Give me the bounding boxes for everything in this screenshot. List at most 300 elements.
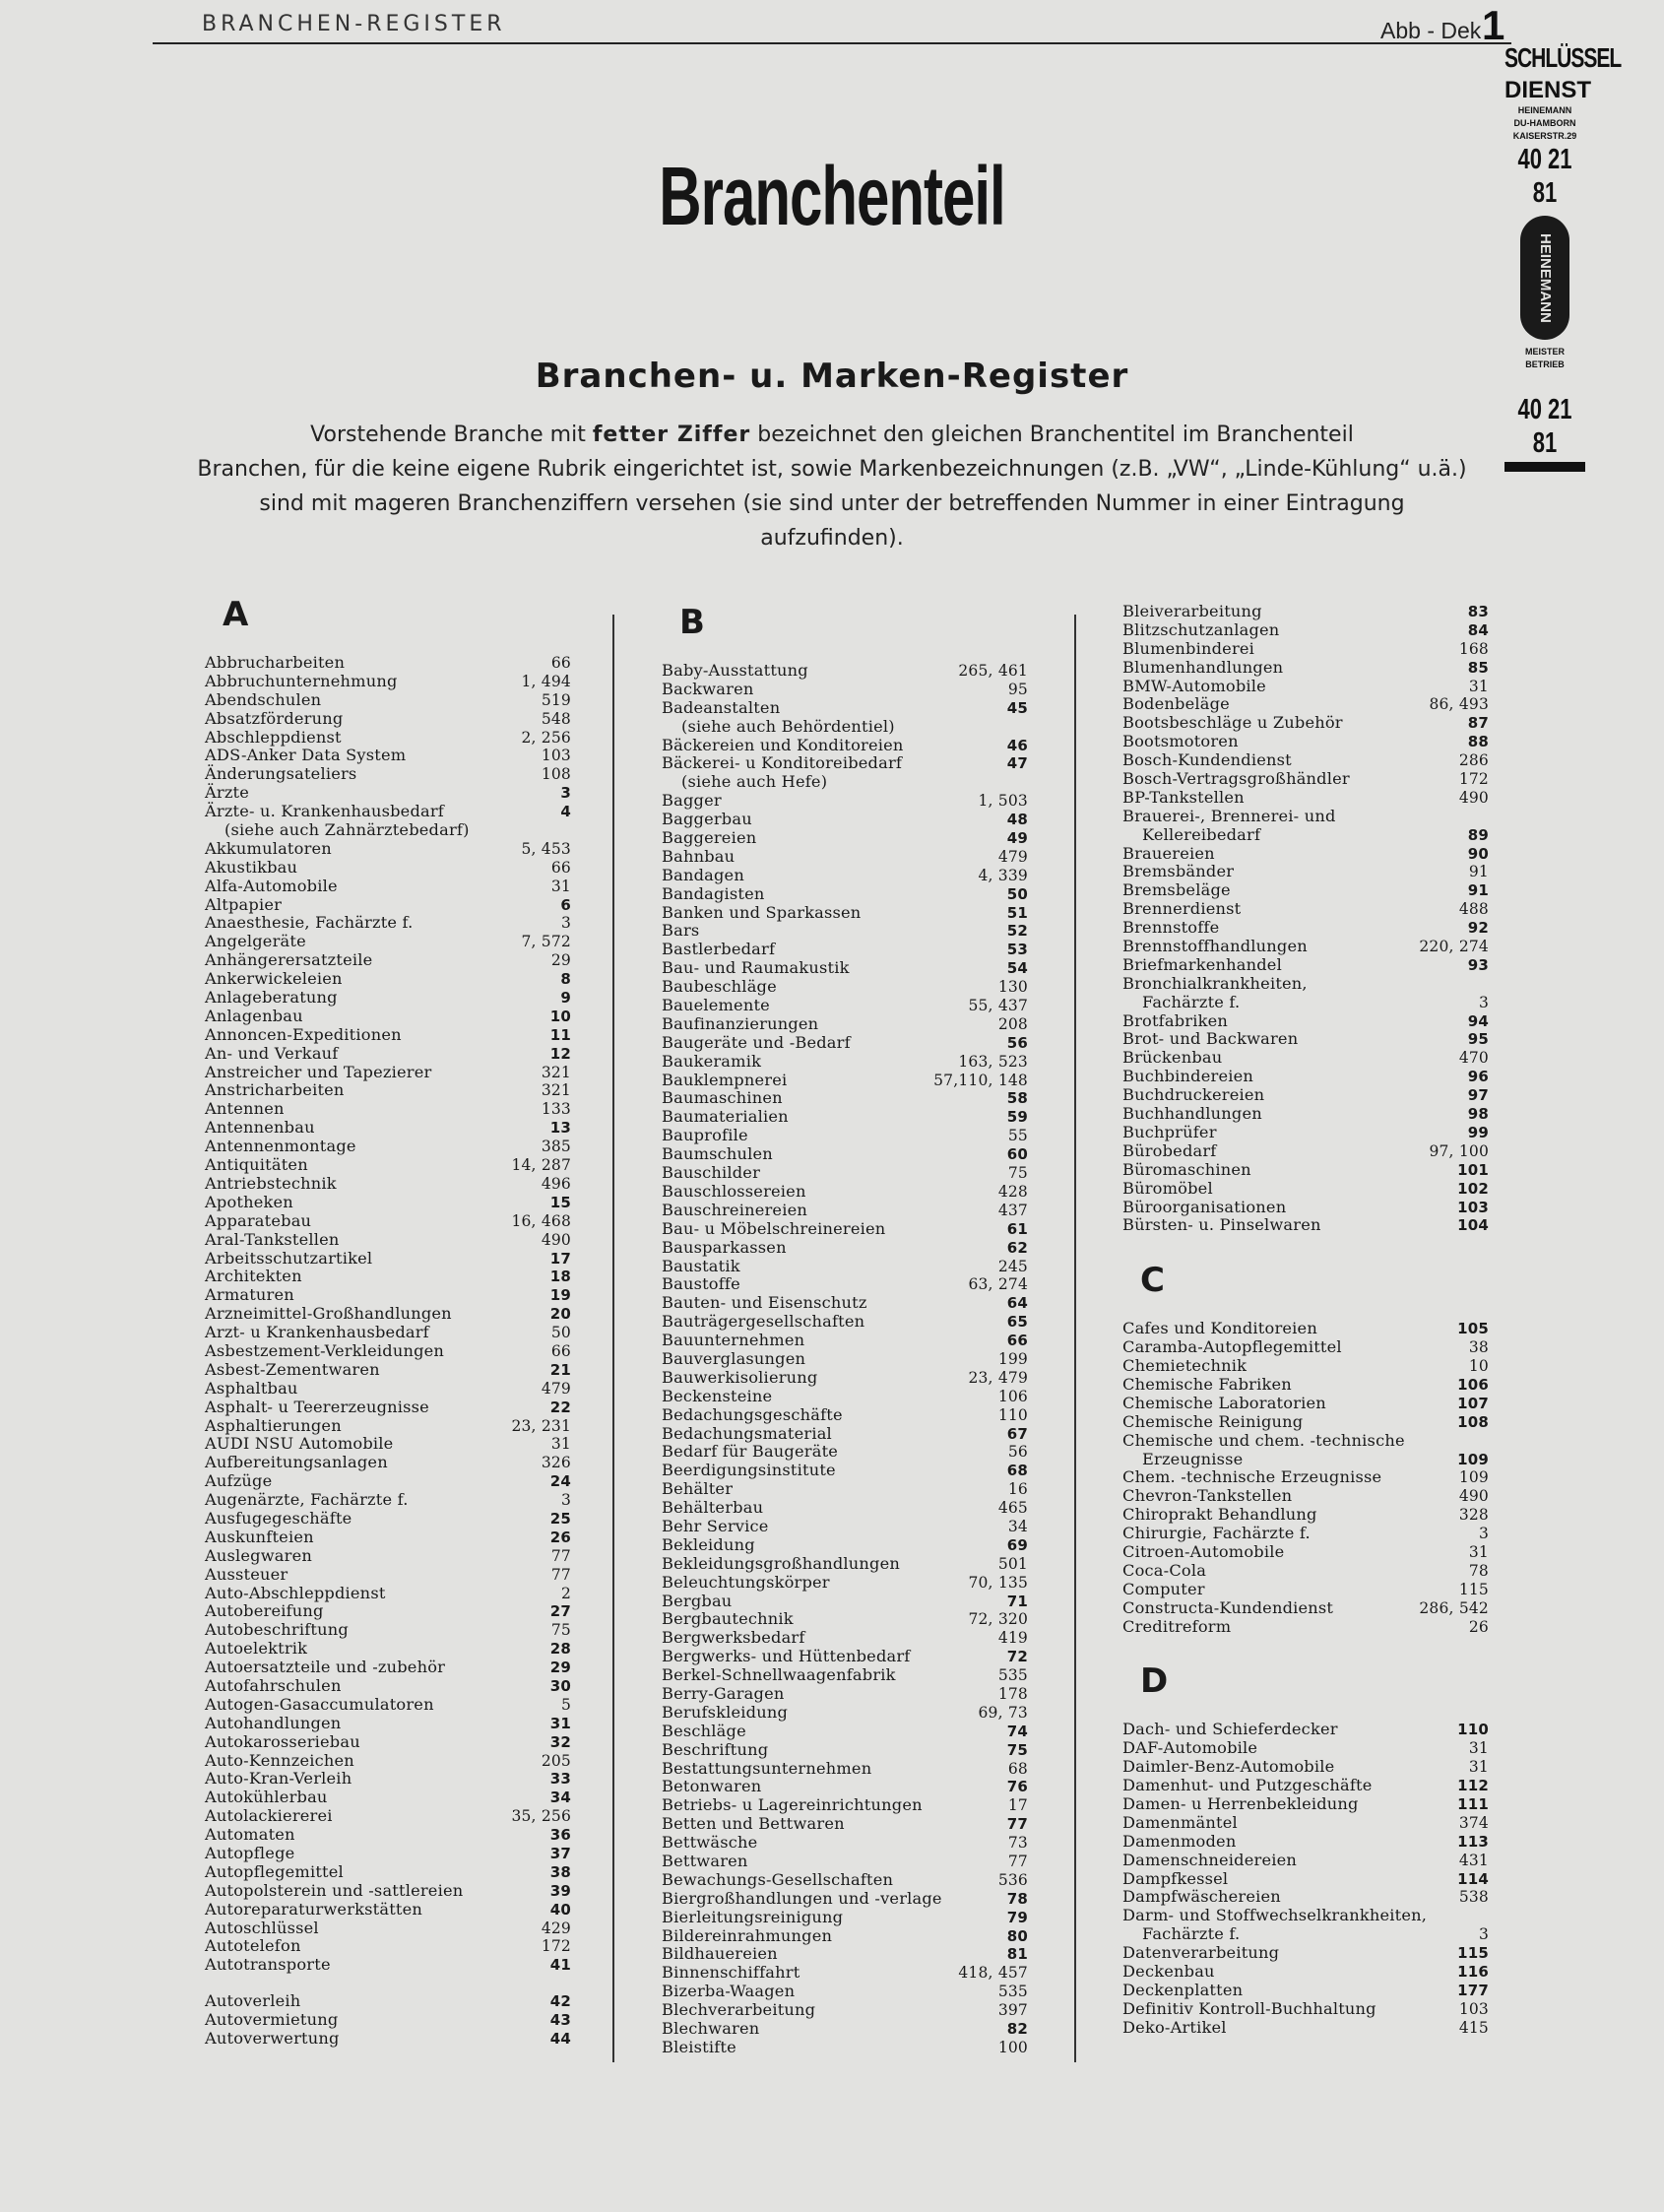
entry-name: Ärzte- u. Krankenhausbedarf xyxy=(205,802,444,821)
entry-name: Badeanstalten xyxy=(662,697,781,717)
entry-number: 16 xyxy=(1007,1480,1028,1499)
entry-number: 265, 461 xyxy=(958,662,1028,680)
register-entry xyxy=(1122,714,1489,733)
entry-name: Bildhauereien xyxy=(662,1944,778,1964)
entry-name: Bootsmotoren xyxy=(1122,732,1239,751)
entry-number: 73 xyxy=(1007,1834,1028,1853)
register-entry xyxy=(1122,678,1489,696)
register-entry xyxy=(1122,640,1489,659)
entry-number: 74 xyxy=(1006,1722,1028,1740)
entry-name: Arbeitsschutzartikel xyxy=(205,1248,373,1268)
entry-name: Blechverarbeitung xyxy=(662,2000,816,2020)
entry-name: Bekleidungsgroßhandlungen xyxy=(662,1553,901,1573)
register-entry xyxy=(1122,1721,1489,1739)
entry-name: Behälterbau xyxy=(662,1498,764,1518)
entry-number: 78 xyxy=(1468,1561,1489,1580)
entry-number: 470 xyxy=(1458,1049,1489,1068)
register-entry xyxy=(205,803,571,821)
entry-number: 44 xyxy=(549,2030,571,2049)
entry-number: 548 xyxy=(541,709,571,728)
register-entry xyxy=(662,1853,1028,1871)
register-entry xyxy=(205,1454,571,1472)
entry-number: 31 xyxy=(1468,1758,1489,1777)
register-entry xyxy=(662,2039,1028,2057)
entry-name: Anlageberatung xyxy=(205,988,338,1008)
register-entry xyxy=(662,1555,1028,1574)
entry-number: 14, 287 xyxy=(511,1156,571,1175)
entry-number: 10 xyxy=(1468,1357,1489,1376)
register-entry xyxy=(205,1156,571,1175)
entry-number: 205 xyxy=(541,1751,571,1770)
entry-number: 32 xyxy=(549,1732,571,1751)
entry-number: 437 xyxy=(997,1201,1028,1219)
register-entry xyxy=(1122,1105,1489,1124)
register-entry xyxy=(1122,659,1489,678)
register-entry xyxy=(205,878,571,896)
entry-name: Antiquitäten xyxy=(205,1155,308,1175)
entry-number: 3 xyxy=(1478,1525,1489,1543)
entry-number: 429 xyxy=(541,1919,571,1937)
entry-number: 35, 256 xyxy=(511,1807,571,1826)
register-entry xyxy=(662,1443,1028,1462)
register-entry xyxy=(205,784,571,803)
entry-name: Bosch-Kundendienst xyxy=(1122,750,1292,770)
intro-line-3: sind mit mageren Branchenziffern versehen (sie sind unter der betreffenden Nummer in einer Eintragung aufzufinden). xyxy=(259,491,1405,551)
entry-number: 103 xyxy=(541,747,571,765)
entry-name: Bestattungsunternehmen xyxy=(662,1758,872,1778)
register-entry xyxy=(1122,1982,1489,2000)
entry-number: 87 xyxy=(1467,714,1489,733)
register-entry xyxy=(205,1026,571,1045)
register-entry xyxy=(662,1518,1028,1536)
register-entry xyxy=(662,922,1028,941)
entry-number: 38 xyxy=(549,1862,571,1881)
entry-number: 105 xyxy=(1457,1320,1489,1338)
register-entry xyxy=(1122,1357,1489,1376)
register-entry xyxy=(1122,1562,1489,1581)
register-entry xyxy=(205,896,571,915)
entry-name: Auskunfteien xyxy=(205,1527,314,1546)
entry-name: Autobeschriftung xyxy=(205,1620,349,1640)
register-entry xyxy=(662,1574,1028,1593)
entry-number: 79 xyxy=(1006,1908,1028,1926)
entry-number: 385 xyxy=(541,1138,571,1156)
register-entry xyxy=(205,933,571,951)
entry-name: Aussteuer xyxy=(205,1564,288,1584)
entry-name: Brotfabriken xyxy=(1122,1010,1229,1030)
register-entry xyxy=(662,1145,1028,1164)
entry-name: Blechwaren xyxy=(662,2019,760,2039)
entry-name: Brennstoffe xyxy=(1122,918,1220,938)
entry-number: 24 xyxy=(549,1472,571,1491)
entry-number: 68 xyxy=(1007,1759,1028,1778)
entry-number: 16, 468 xyxy=(511,1211,571,1230)
register-entry xyxy=(1122,1599,1489,1618)
entry-name: Bergbau xyxy=(662,1591,733,1610)
entry-number: 38 xyxy=(1468,1338,1489,1357)
register-entry xyxy=(1122,863,1489,881)
entry-number: 479 xyxy=(997,847,1028,866)
register-entry xyxy=(662,1089,1028,1108)
register-entry xyxy=(662,1164,1028,1183)
entry-number: 88 xyxy=(1467,733,1489,751)
register-entry xyxy=(205,1268,571,1286)
entry-name: Auto-Kran-Verleih xyxy=(205,1769,352,1789)
entry-name: Kellereibedarf xyxy=(1142,824,1261,844)
entry-number: 110 xyxy=(997,1405,1028,1424)
entry-number: 66 xyxy=(550,858,571,877)
page-title: Branchenteil xyxy=(659,150,1005,243)
register-entry xyxy=(1122,1739,1489,1758)
entry-name: Deckenbau xyxy=(1122,1962,1215,1981)
entry-number: 107 xyxy=(1457,1394,1489,1412)
register-entry xyxy=(205,1752,571,1771)
register-entry xyxy=(662,1406,1028,1425)
entry-name: Bildereinrahmungen xyxy=(662,1925,833,1945)
register-entry xyxy=(1122,956,1489,975)
entry-number: 34 xyxy=(549,1789,571,1807)
entry-name: Bosch-Vertragsgroßhändler xyxy=(1122,769,1350,789)
entry-number: 1, 494 xyxy=(521,672,571,690)
entry-number: 89 xyxy=(1467,825,1489,844)
entry-number: 50 xyxy=(550,1324,571,1342)
register-entry xyxy=(662,1313,1028,1332)
entry-name: Baukeramik xyxy=(662,1051,762,1071)
entry-number: 52 xyxy=(1006,922,1028,941)
entry-name: Bodenbeläge xyxy=(1122,694,1230,714)
register-entry xyxy=(662,867,1028,885)
register-entry xyxy=(1122,770,1489,789)
entry-number: 30 xyxy=(549,1676,571,1695)
entry-name: Abschleppdienst xyxy=(205,727,342,747)
entry-number: 68 xyxy=(1006,1462,1028,1480)
entry-number: 220, 274 xyxy=(1419,938,1489,956)
entry-name: Akkumulatoren xyxy=(205,838,332,858)
register-entry xyxy=(662,754,1028,773)
register-entry xyxy=(205,1045,571,1064)
register-entry xyxy=(205,1342,571,1361)
register-entry xyxy=(1122,2000,1489,2019)
register-entry xyxy=(1122,1581,1489,1599)
register-entry xyxy=(1122,1758,1489,1777)
entry-name: AUDI NSU Automobile xyxy=(205,1434,394,1454)
entry-number: 428 xyxy=(997,1182,1028,1201)
entry-name: Altpapier xyxy=(205,894,283,914)
entry-number: 96 xyxy=(1467,1068,1489,1086)
entry-name: Deko-Artikel xyxy=(1122,2017,1227,2037)
entry-name: Autoverwertung xyxy=(205,2029,340,2049)
entry-name: Autopflege xyxy=(205,1844,295,1862)
entry-name: Bootsbeschläge u Zubehör xyxy=(1122,713,1343,733)
ad-line-5: KAISERSTR.29 xyxy=(1512,131,1577,141)
register-entry xyxy=(1122,1907,1489,1925)
register-entry xyxy=(662,1648,1028,1666)
entry-number: 55, 437 xyxy=(968,997,1028,1015)
register-entry xyxy=(205,1585,571,1603)
entry-number: 76 xyxy=(1006,1778,1028,1796)
entry-name: Blumenbinderei xyxy=(1122,638,1255,658)
entry-name: Alfa-Automobile xyxy=(205,876,338,895)
entry-number: 1, 503 xyxy=(978,792,1028,811)
register-entry xyxy=(205,1399,571,1417)
entry-name: Bars xyxy=(662,921,700,941)
register-entry xyxy=(662,941,1028,959)
register-entry xyxy=(205,1194,571,1212)
register-subtitle: Branchen- u. Marken-Register xyxy=(535,357,1129,396)
entry-number: 2, 256 xyxy=(521,728,571,747)
register-entry xyxy=(1122,919,1489,938)
entry-number: 97, 100 xyxy=(1429,1141,1489,1160)
register-entry xyxy=(205,1919,571,1938)
entry-number: 56 xyxy=(1006,1033,1028,1052)
entry-name: Bierleitungsreinigung xyxy=(662,1907,844,1926)
entry-name: Büroorganisationen xyxy=(1122,1197,1287,1216)
entry-name: Armaturen xyxy=(205,1285,294,1305)
entry-name: Damenschneidereien xyxy=(1122,1850,1298,1869)
entry-number: 17 xyxy=(549,1249,571,1268)
register-entry xyxy=(205,1175,571,1194)
register-entry xyxy=(662,959,1028,978)
entry-name: Autoschlüssel xyxy=(205,1918,319,1937)
entry-number: 112 xyxy=(1457,1777,1489,1795)
register-entry xyxy=(205,859,571,878)
entry-number: 17 xyxy=(1007,1796,1028,1815)
entry-name: BMW-Automobile xyxy=(1122,676,1266,695)
entry-name: Damenmäntel xyxy=(1122,1812,1238,1832)
entry-number: 11 xyxy=(549,1025,571,1044)
entry-name: Brot- und Backwaren xyxy=(1122,1029,1299,1049)
register-entry xyxy=(662,1258,1028,1276)
entry-number: 31 xyxy=(550,1435,571,1454)
entry-number: 92 xyxy=(1467,919,1489,938)
entry-number: 490 xyxy=(1458,1487,1489,1506)
register-entry xyxy=(1122,603,1489,621)
entry-number: 81 xyxy=(1006,1945,1028,1964)
register-entry xyxy=(662,1983,1028,2001)
entry-number: 326 xyxy=(541,1454,571,1472)
entry-number: 77 xyxy=(550,1546,571,1565)
entry-number: 536 xyxy=(997,1870,1028,1889)
entry-name: Asphaltbau xyxy=(205,1378,298,1398)
register-entry xyxy=(1122,1432,1489,1451)
register-entry xyxy=(1122,1888,1489,1907)
entry-name: Beschläge xyxy=(662,1721,746,1740)
register-entry xyxy=(205,840,571,859)
register-entry xyxy=(205,1286,571,1305)
entry-name: Chem. -technische Erzeugnisse xyxy=(1122,1467,1382,1487)
entry-number: 60 xyxy=(1006,1145,1028,1164)
entry-name: Definitiv Kontroll-Buchhaltung xyxy=(1122,1998,1376,2018)
entry-number: 5, 453 xyxy=(521,839,571,858)
register-entry xyxy=(662,718,1028,737)
entry-name: Bagger xyxy=(662,791,722,811)
entry-name: Anhängerersatzteile xyxy=(205,950,373,970)
register-entry xyxy=(205,914,571,933)
entry-name: Autoersatzteile und -zubehör xyxy=(205,1658,446,1677)
register-entry xyxy=(662,978,1028,997)
entry-name: Damenmoden xyxy=(1122,1831,1237,1851)
entry-name: Autogen-Gasaccumulatoren xyxy=(205,1694,434,1714)
register-entry xyxy=(205,654,571,673)
register-entry xyxy=(1122,1506,1489,1525)
entry-number: 109 xyxy=(1458,1468,1489,1487)
entry-name: Apparatebau xyxy=(205,1210,312,1230)
entry-number: 55 xyxy=(1007,1127,1028,1145)
entry-name: Bauverglasungen xyxy=(662,1348,806,1368)
entry-number: 3 xyxy=(1478,1925,1489,1944)
entry-number: 77 xyxy=(1006,1815,1028,1834)
entry-name: Bauträgergesellschaften xyxy=(662,1312,865,1332)
entry-number: 69 xyxy=(1006,1535,1028,1554)
entry-number: 70, 135 xyxy=(968,1573,1028,1592)
register-entry xyxy=(662,1294,1028,1313)
entry-name: Bergbautechnik xyxy=(662,1609,794,1629)
entry-number: 59 xyxy=(1006,1108,1028,1127)
register-entry xyxy=(205,821,571,840)
entry-number: 77 xyxy=(1007,1853,1028,1870)
register-entry xyxy=(662,904,1028,923)
register-entry xyxy=(662,1890,1028,1909)
register-entry xyxy=(662,792,1028,811)
register-entry xyxy=(205,1212,571,1231)
header-rule xyxy=(153,42,1511,44)
entry-number: 106 xyxy=(1457,1375,1489,1394)
entry-number: 77 xyxy=(550,1565,571,1584)
register-entry xyxy=(205,747,571,765)
intro-text: bezeichnet den gleichen Branchentitel im Branchenteil xyxy=(750,423,1354,447)
register-entry xyxy=(662,1127,1028,1145)
entry-name: Erzeugnisse xyxy=(1142,1449,1244,1468)
register-entry xyxy=(1122,1870,1489,1889)
entry-number: 101 xyxy=(1457,1160,1489,1179)
entry-name: Chemische Fabriken xyxy=(1122,1374,1292,1394)
register-entry xyxy=(662,1945,1028,1964)
entry-name: Baumaschinen xyxy=(662,1088,783,1108)
entry-number: 21 xyxy=(549,1360,571,1379)
entry-number: 3 xyxy=(560,1491,571,1510)
entry-number: 100 xyxy=(997,2038,1028,2056)
entry-number: 75 xyxy=(550,1621,571,1640)
entry-name: Autobereifung xyxy=(205,1601,324,1621)
entry-number: 54 xyxy=(1006,959,1028,978)
register-entry xyxy=(205,2030,571,2049)
register-entry xyxy=(662,811,1028,829)
ad-meister-2: BETRIEB xyxy=(1525,359,1565,369)
ad-line-1: SCHLÜSSEL xyxy=(1504,43,1622,74)
entry-number: 116 xyxy=(1457,1963,1489,1981)
entry-number: 538 xyxy=(1458,1888,1489,1907)
register-entry xyxy=(205,673,571,691)
register-entry xyxy=(662,1909,1028,1927)
entry-name: ADS-Anker Data System xyxy=(205,746,407,765)
entry-name: Autotelefon xyxy=(205,1936,301,1956)
entry-name: Automaten xyxy=(205,1825,295,1845)
entry-name: Autotransporte xyxy=(205,1955,331,1975)
entry-number: 72, 320 xyxy=(968,1610,1028,1629)
entry-name: Autokühlerbau xyxy=(205,1788,328,1807)
entry-number: 18 xyxy=(549,1268,571,1286)
entry-name: Antennenbau xyxy=(205,1118,315,1138)
entry-name: Autofahrschulen xyxy=(205,1675,342,1695)
entry-name: Bäckereien und Konditoreien xyxy=(662,735,904,754)
entry-name: Caramba-Autopflegemittel xyxy=(1122,1337,1342,1357)
entry-name: Dampfkessel xyxy=(1122,1868,1229,1888)
entry-name: Bleiverarbeitung xyxy=(1122,602,1262,620)
entry-name: Änderungsateliers xyxy=(205,764,357,784)
register-entry xyxy=(662,1425,1028,1444)
entry-number: 51 xyxy=(1006,903,1028,922)
register-entry xyxy=(662,848,1028,867)
ad-bar xyxy=(1504,462,1585,472)
entry-number: 110 xyxy=(1457,1721,1489,1739)
entry-name: Baustatik xyxy=(662,1256,740,1275)
entry-number: 48 xyxy=(1006,811,1028,829)
entry-name: Biergroßhandlungen und -verlage xyxy=(662,1888,942,1908)
entry-name: Bürsten- u. Pinselwaren xyxy=(1122,1215,1321,1235)
entry-name: Autopflegemittel xyxy=(205,1861,344,1881)
entry-name: Büromöbel xyxy=(1122,1178,1213,1198)
entry-name: Bastlerbedarf xyxy=(662,940,776,959)
entry-number: 10 xyxy=(549,1007,571,1025)
entry-number: 78 xyxy=(1006,1889,1028,1908)
entry-number: 3 xyxy=(560,914,571,933)
entry-name: Betten und Bettwaren xyxy=(662,1814,845,1834)
register-entry xyxy=(205,951,571,970)
register-entry xyxy=(662,1369,1028,1388)
entry-name: Bauten- und Eisenschutz xyxy=(662,1293,867,1313)
entry-number: 104 xyxy=(1457,1216,1489,1235)
entry-name: Baufinanzierungen xyxy=(662,1013,819,1033)
register-entry xyxy=(662,1593,1028,1611)
register-entry xyxy=(662,1015,1028,1034)
entry-number: 108 xyxy=(1457,1412,1489,1431)
entry-number: 8 xyxy=(560,970,571,989)
entry-name: Auslegwaren xyxy=(205,1545,312,1565)
register-entry xyxy=(1122,994,1489,1012)
entry-name: (siehe auch Behördentiel) xyxy=(681,716,895,736)
entry-number: 286, 542 xyxy=(1419,1598,1489,1617)
entry-name: Bauwerkisolierung xyxy=(662,1367,818,1387)
entry-name: Architekten xyxy=(205,1267,302,1286)
entry-number: 178 xyxy=(997,1684,1028,1703)
ad-line-4: DU-HAMBORN xyxy=(1513,118,1576,128)
entry-name: Bedachungsgeschäfte xyxy=(662,1404,843,1424)
entry-number: 41 xyxy=(549,1956,571,1975)
register-entry xyxy=(205,1250,571,1269)
register-entry xyxy=(205,1566,571,1585)
register-entry xyxy=(662,737,1028,755)
register-entry xyxy=(205,1602,571,1621)
register-entry xyxy=(1122,1124,1489,1142)
register-entry xyxy=(1122,845,1489,864)
section-letter: C xyxy=(1140,1261,1165,1301)
entry-number: 95 xyxy=(1467,1030,1489,1049)
register-entry xyxy=(1122,733,1489,751)
register-entry xyxy=(205,765,571,784)
register-entry xyxy=(662,1034,1028,1053)
entry-number: 19 xyxy=(549,1286,571,1305)
entry-name: Bremsbeläge xyxy=(1122,880,1231,900)
entry-name: Bedarf für Baugeräte xyxy=(662,1442,839,1462)
section-letter: D xyxy=(1140,1661,1169,1702)
entry-name: Deckenplatten xyxy=(1122,1980,1244,1999)
register-entry xyxy=(205,1100,571,1119)
entry-number: 93 xyxy=(1467,955,1489,974)
entry-number: 67 xyxy=(1006,1424,1028,1443)
register-entry xyxy=(1122,1049,1489,1068)
entry-number: 53 xyxy=(1006,941,1028,959)
entry-name: Antennen xyxy=(205,1099,285,1119)
